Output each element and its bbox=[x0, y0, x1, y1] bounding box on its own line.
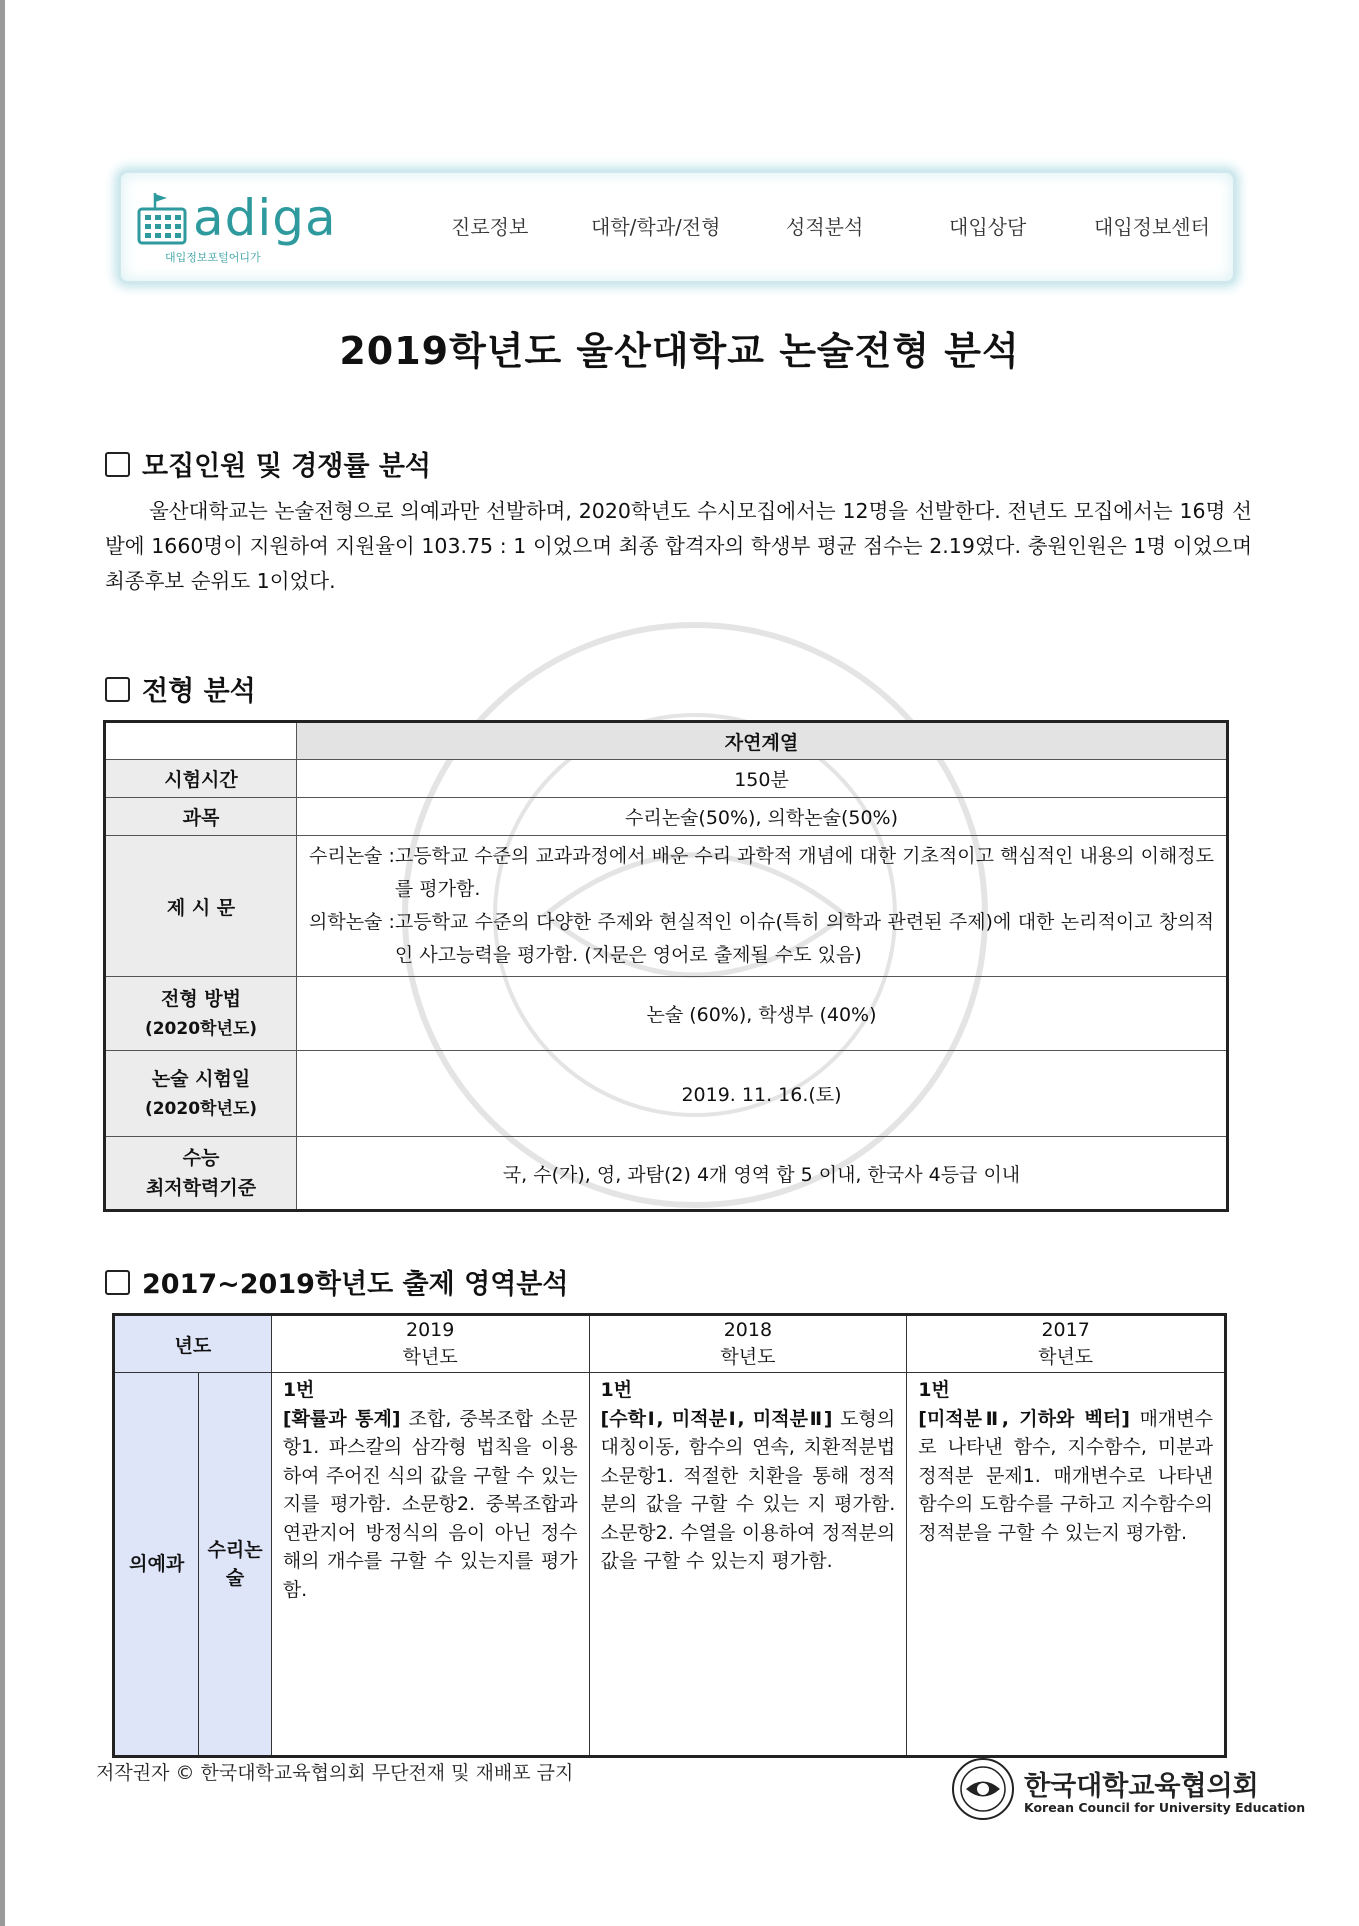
column-header: 자연계열 bbox=[297, 722, 1228, 760]
row-value: 논술 (60%), 학생부 (40%) bbox=[297, 977, 1228, 1051]
section-heading-recruitment: 모집인원 및 경쟁률 분석 bbox=[105, 444, 431, 483]
admission-analysis-table bbox=[103, 720, 1229, 1212]
checkbox-icon bbox=[105, 452, 130, 477]
recruitment-paragraph: 울산대학교는 논술전형으로 의예과만 선발하며, 2020학년도 수시모집에서는 12명을 선발한다. 전년도 모집에서는 16명 선발에 1660명이 지원하여 지원율이 103.75 : 1 이었으며 최종 합격자의 학생부 평균 점수는 2.19였다. 충원인원은 1명 이었으며 최종후보 순위도 1이었다. bbox=[105, 499, 1252, 593]
kcue-logo bbox=[950, 1756, 1306, 1826]
exam-area-table bbox=[112, 1313, 1227, 1758]
nav-university-major[interactable]: 대학/학과/전형 bbox=[591, 215, 721, 239]
exam-content-2019: 1번 [확률과 통계] 조합, 중복조합 소문항1. 파스칼의 삼각형 법칙을 이용하여 주어진 식의 값을 구할 수 있는지를 평가함. 소문항2. 중복조합과 연관지어 방정식의 음이 아닌 정수해의 개수를 구할 수 있는지를 평가함. bbox=[271, 1373, 589, 1757]
subject-label: 수리논술 bbox=[199, 1373, 271, 1757]
checkbox-icon bbox=[105, 677, 130, 702]
adiga-logo[interactable] bbox=[135, 187, 355, 267]
nav-admission-info-center[interactable]: 대입정보센터 bbox=[1094, 215, 1210, 239]
exam-content-2018: 1번 [수학Ⅰ, 미적분Ⅰ, 미적분Ⅱ] 도형의 대칭이동, 함수의 연속, 치환적분법 소문항1. 적절한 치환을 통해 정적분의 값을 구할 수 있는 지 평가함. 소문항2. 수열을 이용하여 정적분의 값을 구할 수 있는지 평가함. bbox=[589, 1373, 907, 1757]
passage-key: 수리논술 : bbox=[309, 845, 395, 867]
nav-grade-analysis[interactable]: 성적분석 bbox=[786, 215, 864, 239]
row-value: 국, 수(가), 영, 과탐(2) 4개 영역 합 5 이내, 한국사 4등급 이내 bbox=[297, 1137, 1228, 1211]
nav-career-info[interactable]: 진로정보 bbox=[451, 215, 529, 239]
passage-value: 고등학교 수준의 교과과정에서 배운 수리 과학적 개념에 대한 기초적이고 핵심적인 내용의 이해정도를 평가함. bbox=[394, 845, 1214, 900]
header-banner bbox=[118, 170, 1236, 284]
row-label: 전형 방법 (2020학년도) bbox=[105, 977, 297, 1051]
logo-text: adiga bbox=[193, 189, 337, 247]
year-header-2017: 2017 학년도 bbox=[907, 1315, 1226, 1373]
year-header-label: 년도 bbox=[114, 1315, 272, 1373]
checkbox-icon bbox=[105, 1270, 130, 1295]
passage-description bbox=[297, 836, 1228, 977]
row-value: 수리논술(50%), 의학논술(50%) bbox=[297, 798, 1228, 836]
row-value: 150분 bbox=[297, 760, 1228, 798]
exam-content-2017: 1번 [미적분Ⅱ, 기하와 벡터] 매개변수로 나타낸 함수, 지수함수, 미분과 정적분 문제1. 매개변수로 나타낸 함수의 도함수를 구하고 지수함수의 정적분을 구할 수 있는지 평가함. bbox=[907, 1373, 1226, 1757]
org-english-name: Korean Council for University Education bbox=[1024, 1800, 1306, 1815]
nav-admission-consult[interactable]: 대입상담 bbox=[949, 215, 1027, 239]
year-header-2018: 2018 학년도 bbox=[589, 1315, 907, 1373]
row-value: 2019. 11. 16.(토) bbox=[297, 1051, 1228, 1137]
document-title: 2019학년도 울산대학교 논술전형 분석 bbox=[339, 329, 1020, 373]
logo-subtitle: 대입정보포털어디가 bbox=[165, 251, 261, 264]
section-heading-admission: 전형 분석 bbox=[105, 669, 256, 708]
row-label: 논술 시험일 (2020학년도) bbox=[105, 1051, 297, 1137]
year-header-2019: 2019 학년도 bbox=[271, 1315, 589, 1373]
empty-corner-cell bbox=[105, 722, 297, 760]
building-icon bbox=[135, 191, 189, 247]
row-label: 제 시 문 bbox=[105, 836, 297, 977]
department-label: 의예과 bbox=[114, 1373, 199, 1757]
org-name: 한국대학교육협의회 bbox=[1024, 1771, 1259, 1802]
passage-value: 고등학교 수준의 다양한 주제와 현실적인 이슈(특히 의학과 관련된 주제)에 대한 논리적이고 창의적인 사고능력을 평가함. (지문은 영어로 출제될 수도 있음) bbox=[394, 911, 1214, 966]
page-edge bbox=[0, 0, 5, 1926]
row-label: 시험시간 bbox=[105, 760, 297, 798]
passage-key: 의학논술 : bbox=[309, 911, 395, 933]
copyright-notice: 저작권자 © 한국대학교육협의회 무단전재 및 재배포 금지 bbox=[96, 1762, 574, 1784]
row-label: 수능 최저학력기준 bbox=[105, 1137, 297, 1211]
kcue-seal-icon bbox=[950, 1756, 1016, 1822]
row-label: 과목 bbox=[105, 798, 297, 836]
section-heading-exam-areas: 2017~2019학년도 출제 영역분석 bbox=[105, 1262, 568, 1301]
